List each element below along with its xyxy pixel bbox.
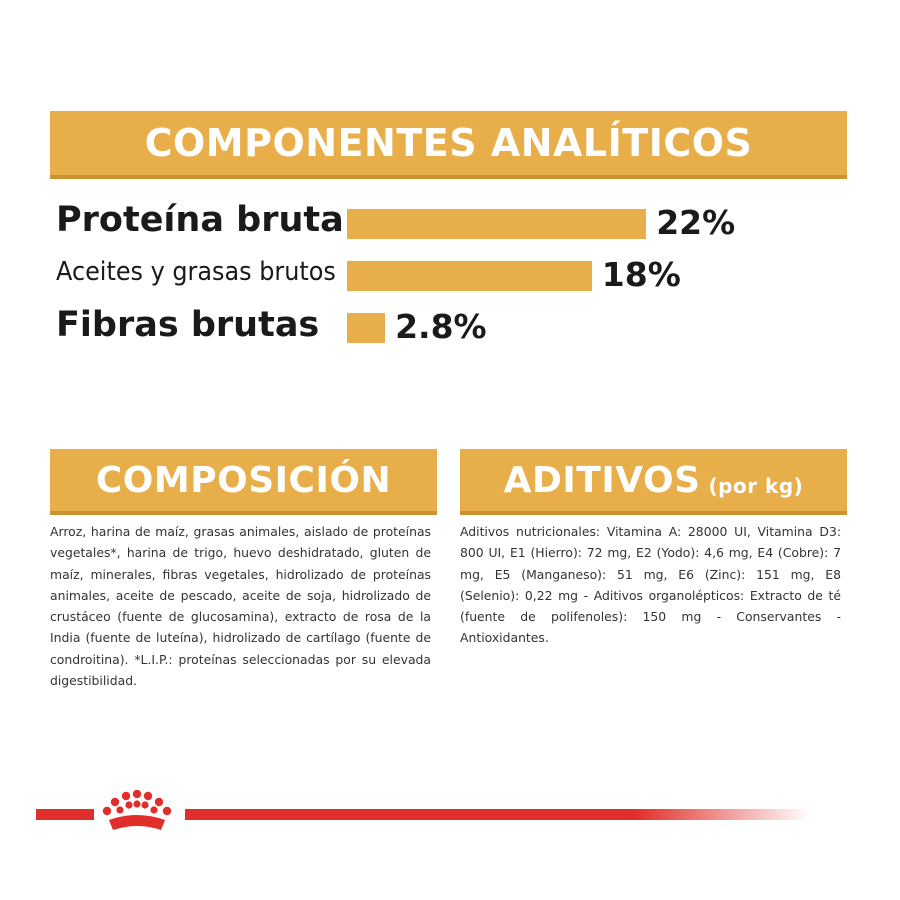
fiber-value: 2.8% [395,307,487,346]
brand-line-right [185,809,810,820]
aditivos-subtitle: (por kg) [708,474,804,498]
composicion-title-banner [50,449,437,515]
composicion-title: COMPOSICIÓN [95,459,392,501]
protein-label: Proteína bruta [56,200,344,240]
analytics-title-banner [50,111,847,179]
fat-value: 18% [601,255,681,294]
fiber-label: Fibras brutas [56,305,320,345]
fat-bar [347,261,592,291]
brand-line-left [36,809,94,820]
analytics-title: COMPONENTES ANALÍTICOS [144,121,753,165]
royal-crown-icon [96,790,178,836]
protein-bar [347,209,646,239]
protein-value: 22% [656,203,736,242]
aditivos-title-banner [460,449,847,515]
fiber-bar [347,313,385,343]
aditivos-title: ADITIVOS [503,459,701,501]
fat-label: Aceites y grasas brutos [56,257,336,287]
composicion-text: Arroz, harina de maíz, grasas animales, aislado de proteínas vegetales*, harina de trigo, huevo deshidratado, gluten de maíz, minerales, fibras vegetales, hidrolizado de proteínas animales, aceite de pescado, aceite de soja, hidrolizado de crustáceo (fuente de glucosamina), extracto de rosa de la India (fuente de luteína), hidrolizado de cartílago (fuente de condroitina). *L.I.P.: proteínas seleccionadas por su elevada digestibilidad. [50,524,431,689]
aditivos-text: Aditivos nutricionales: Vitamina A: 28000 UI, Vitamina D3: 800 UI, E1 (Hierro): 72 mg, E2 (Yodo): 4,6 mg, E4 (Cobre): 7 mg, E5 (Manganeso): 51 mg, E6 (Zinc): 151 mg, E8 (Selenio): 0,22 mg - Aditivos organolépticos: Extracto de té (fuente de polifenoles): 150 mg - Conservantes - Antioxidantes. [460,524,841,646]
